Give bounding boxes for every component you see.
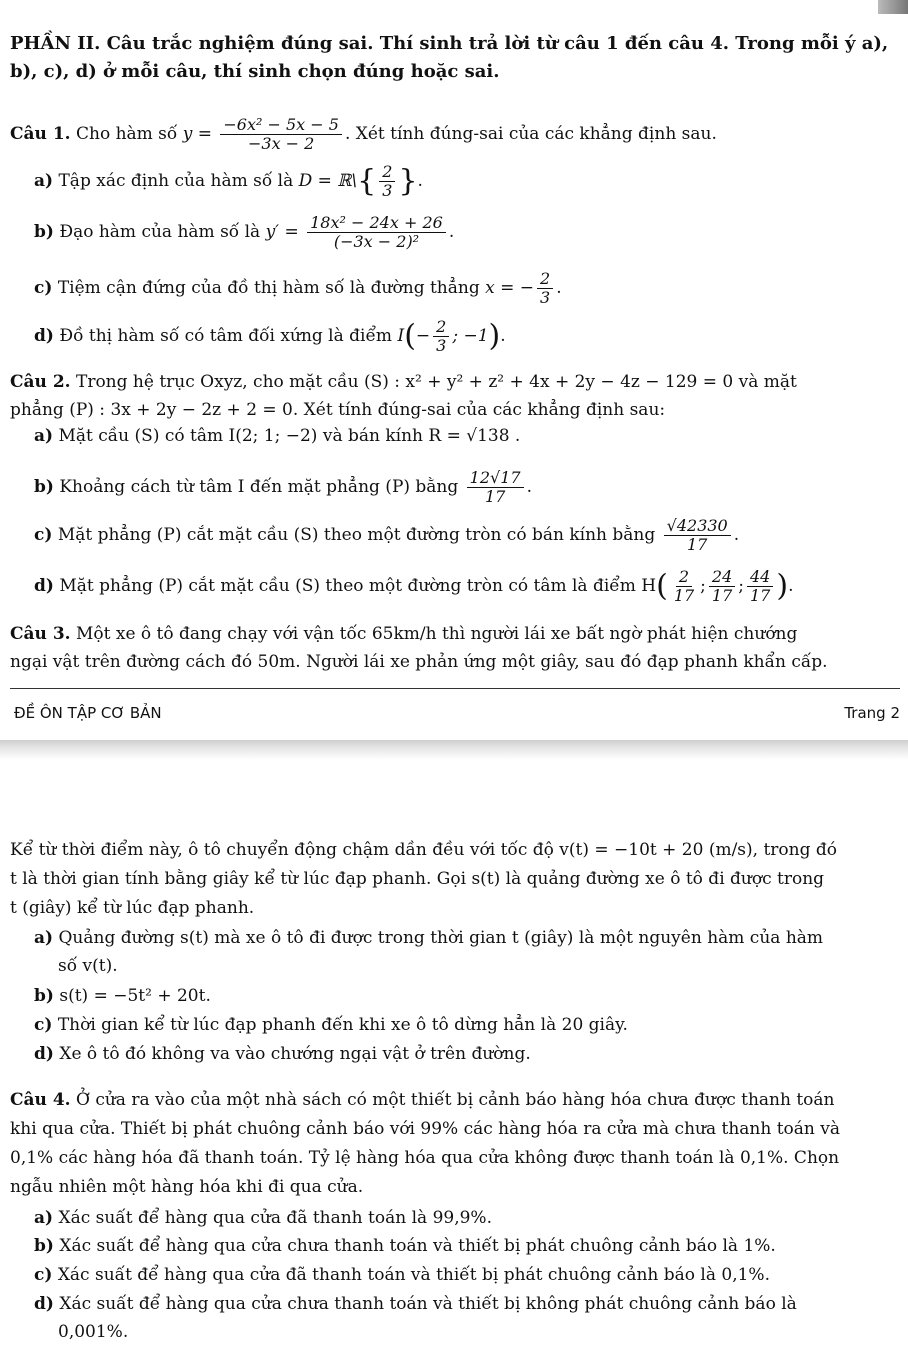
q4-label: Câu 4. (10, 1090, 71, 1110)
page-break-separator (0, 740, 908, 760)
q4-option-a: a) Xác suất để hàng qua cửa đã thanh toán là 99,9%. (34, 1208, 492, 1228)
q3-option-a: a) Quảng đường s(t) mà xe ô tô đi được trong thời gian t (giây) là một nguyên hàm của hàm (34, 928, 824, 948)
q2-stem: Câu 2. Trong hệ trục Oxyz, cho mặt cầu (S) : x² + y² + z² + 4x + 2y − 4z − 129 = 0 và mặt phẳng (P) : 3x + 2y − 2z + 2 = 0. Xét tính đúng-sai của các khẳng định sau: (10, 372, 797, 420)
q4-option-b: b) Xác suất để hàng qua cửa chưa thanh toán và thiết bị phát chuông cảnh báo là 1%. (34, 1236, 776, 1256)
q3-option-b: b) s(t) = −5t² + 20t. (34, 986, 211, 1006)
q3-label: Câu 3. (10, 624, 71, 644)
q3-option-c: c) Thời gian kể từ lúc đạp phanh đến khi xe ô tô dừng hẳn là 20 giây. (34, 1015, 628, 1035)
q2-label: Câu 2. (10, 372, 71, 392)
q2-option-d: d) Mặt phẳng (P) cắt mặt cầu (S) theo một đường tròn có tâm là điểm H( $\frac{2}{17}$ ; $\frac{24}{17}$ ; $\frac{44}{17}$ ). (34, 567, 794, 605)
q1-option-b: b) Đạo hàm của hàm số là y′ = $\frac{\text{18x² − 24x + 26}}{\text{(−3x − 2)²}}$ . (34, 213, 455, 251)
q1-option-c: c) Tiệm cận đứng của đồ thị hàm số là đường thẳng x = − $\frac{2}{3}$ . (34, 269, 562, 307)
footer-divider (10, 688, 900, 689)
q1-option-a: a) Tập xác định của hàm số là D = ℝ\{ $\frac{2}{3}$ }. (34, 162, 423, 200)
q4-stem: Câu 4. Ở cửa ra vào của một nhà sách có một thiết bị cảnh báo hàng hóa chưa được thanh toán khi qua cửa. Thiết bị phát chuông cảnh báo với 99% các hàng hóa ra cửa mà chưa thanh toán và 0,1% các hàng hóa đã thanh toán. Tỷ lệ hàng hóa qua cửa không được thanh toán là 0,1%. Chọn ngẫu nhiên một hàng hóa khi đi qua cửa. (10, 1090, 841, 1197)
q4-option-d-cont: 0,001%. (58, 1322, 129, 1342)
q3-stem: Câu 3. Một xe ô tô đang chạy với vận tốc 65km/h thì người lái xe bất ngờ phát hiện chướng ngại vật trên đường cách đó 50m. Người lái xe phản ứng một giây, sau đó đạp phanh khẩn cấp. (10, 624, 828, 672)
q3-continuation: Kể từ thời điểm này, ô tô chuyển động chậm dần đều với tốc độ v(t) = −10t + 20 (m/s), trong đó t là thời gian tính bằng giây kể từ lúc đạp phanh. Gọi s(t) là quảng đường xe ô tô đi được trong t (giây) kể từ lúc đạp phanh. (10, 840, 838, 918)
q2-option-a: a) Mặt cầu (S) có tâm I(2; 1; −2) và bán kính R = √138 . (34, 426, 521, 446)
part-heading: PHẦN II. Câu trắc nghiệm đúng sai. Thí sinh trả lời từ câu 1 đến câu 4. Trong mỗi ý a), b), c), d) ở mỗi câu, thí sinh chọn đúng hoặc sai. (10, 33, 889, 82)
q1-stem: Câu 1. Cho hàm số y = $\frac{\text{−6x² − 5x − 5}}{-3x - 2}$ . Xét tính đúng-sai của các khẳng định sau. (10, 115, 717, 153)
q1-function-fraction: $\frac{\text{−6x² − 5x − 5}}{-3x - 2}$ (220, 116, 342, 153)
q3-option-d: d) Xe ô tô đó không va vào chướng ngại vật ở trên đường. (34, 1044, 531, 1064)
q2-option-c: c) Mặt phẳng (P) cắt mặt cầu (S) theo một đường tròn có bán kính bằng $\frac{√42330}{17}$ . (34, 516, 740, 554)
corner-scan-mark (878, 0, 908, 14)
q2-option-b: b) Khoảng cách từ tâm I đến mặt phẳng (P) bằng $\frac{12√17}{17}$ . (34, 468, 532, 506)
q3-option-a-cont: số v(t). (58, 956, 118, 976)
page-3-top (0, 760, 908, 1366)
q1-option-d: d) Đồ thị hàm số có tâm đối xứng là điểm I(− $\frac{2}{3}$ ; −1). (34, 317, 506, 355)
q1-label: Câu 1. (10, 124, 71, 144)
q4-option-c: c) Xác suất để hàng qua cửa đã thanh toán và thiết bị phát chuông cảnh báo là 0,1%. (34, 1265, 770, 1285)
footer-page-number: Trang 2 (844, 704, 900, 722)
footer-title: ĐỀ ÔN TẬP CƠ BẢN (14, 704, 162, 722)
q4-option-d: d) Xác suất để hàng qua cửa chưa thanh toán và thiết bị không phát chuông cảnh báo là (34, 1294, 797, 1314)
